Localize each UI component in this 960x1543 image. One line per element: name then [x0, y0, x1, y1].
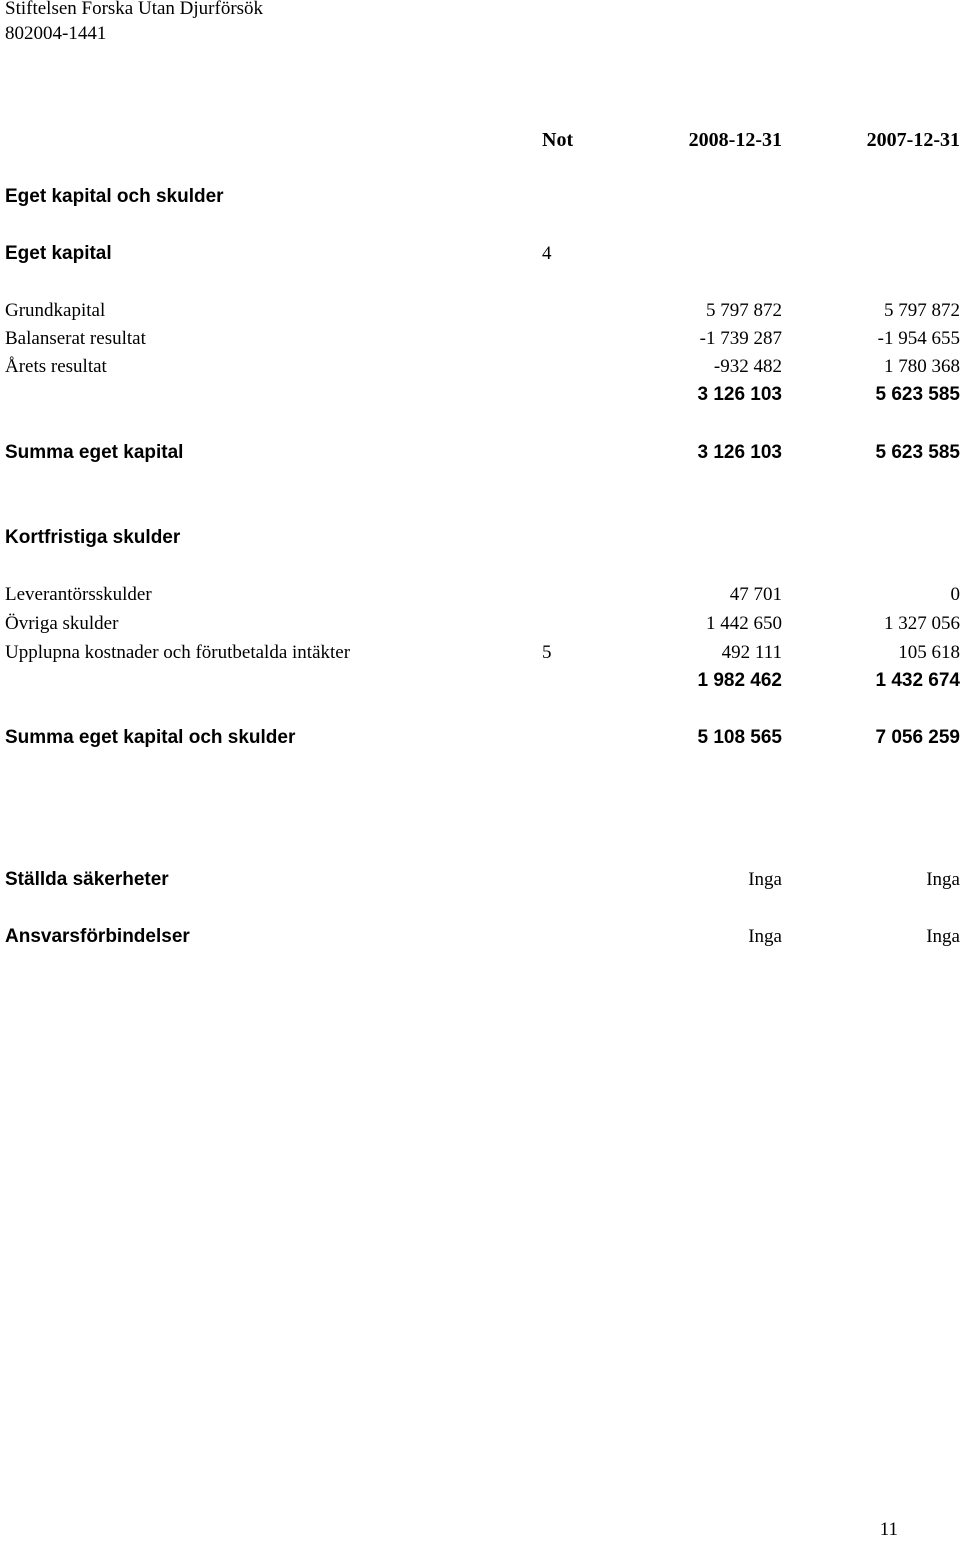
row-label: Årets resultat — [5, 356, 107, 377]
table-row — [0, 354, 960, 380]
pledged-assets-value-year1: Inga — [748, 869, 782, 890]
equity-total-row — [0, 440, 960, 466]
pledged-assets-label: Ställda säkerheter — [5, 869, 169, 890]
row-value-year1: 1 442 650 — [706, 613, 782, 634]
pledged-assets-value-year2: Inga — [926, 869, 960, 890]
row-label: Grundkapital — [5, 300, 106, 321]
row-label: Övriga skulder — [5, 613, 119, 634]
column-header-year1: 2008-12-31 — [688, 129, 782, 151]
equity-heading-row — [0, 241, 960, 267]
subtotal-value-year2: 1 432 674 — [875, 670, 960, 691]
row-value-year1: -1 739 287 — [699, 328, 782, 349]
pledged-assets-row — [0, 867, 960, 893]
page-number: 11 — [879, 1519, 898, 1540]
row-value-year1: 492 111 — [721, 642, 782, 663]
total-value-year2: 5 623 585 — [875, 442, 960, 463]
row-label: Balanserat resultat — [5, 328, 146, 349]
table-row — [0, 611, 960, 637]
contingent-liabilities-label: Ansvarsförbindelser — [5, 926, 190, 947]
table-row — [0, 298, 960, 324]
equity-note-ref: 4 — [542, 243, 552, 264]
organization-name: Stiftelsen Forska Utan Djurförsök — [5, 0, 264, 19]
equity-heading-label: Eget kapital — [5, 243, 112, 264]
contingent-liabilities-value-year1: Inga — [748, 926, 782, 947]
grand-total-value-year2: 7 056 259 — [875, 727, 960, 748]
grand-total-label: Summa eget kapital och skulder — [5, 727, 296, 748]
equity-subtotal-row — [0, 382, 960, 408]
table-row — [0, 582, 960, 608]
section-heading — [0, 184, 960, 210]
row-note-ref: 5 — [542, 642, 552, 663]
row-value-year1: -932 482 — [713, 356, 782, 377]
subtotal-value-year1: 3 126 103 — [697, 384, 782, 405]
contingent-liabilities-value-year2: Inga — [926, 926, 960, 947]
row-label: Leverantörsskulder — [5, 584, 152, 605]
liabilities-subtotal-row — [0, 668, 960, 694]
current-liabilities-label: Kortfristiga skulder — [5, 527, 181, 548]
subtotal-value-year2: 5 623 585 — [875, 384, 960, 405]
organization-number: 802004-1441 — [5, 23, 107, 44]
current-liabilities-heading — [0, 525, 960, 551]
row-value-year1: 5 797 872 — [706, 300, 782, 321]
section-heading-label: Eget kapital och skulder — [5, 186, 224, 207]
grand-total-value-year1: 5 108 565 — [697, 727, 782, 748]
row-label: Upplupna kostnader och förutbetalda intäkter — [5, 642, 351, 663]
total-label: Summa eget kapital — [5, 442, 184, 463]
contingent-liabilities-row — [0, 924, 960, 950]
row-value-year2: 1 780 368 — [884, 356, 960, 377]
column-header-row — [0, 127, 960, 153]
row-value-year2: 5 797 872 — [884, 300, 960, 321]
table-row — [0, 326, 960, 352]
row-value-year2: 0 — [950, 584, 960, 605]
subtotal-value-year1: 1 982 462 — [697, 670, 782, 691]
grand-total-row — [0, 725, 960, 751]
row-value-year2: 1 327 056 — [884, 613, 960, 634]
table-row — [0, 640, 960, 666]
row-value-year2: 105 618 — [898, 642, 960, 663]
column-header-year2: 2007-12-31 — [866, 129, 960, 151]
row-value-year2: -1 954 655 — [877, 328, 960, 349]
column-header-note: Not — [542, 129, 574, 151]
total-value-year1: 3 126 103 — [697, 442, 782, 463]
row-value-year1: 47 701 — [729, 584, 782, 605]
